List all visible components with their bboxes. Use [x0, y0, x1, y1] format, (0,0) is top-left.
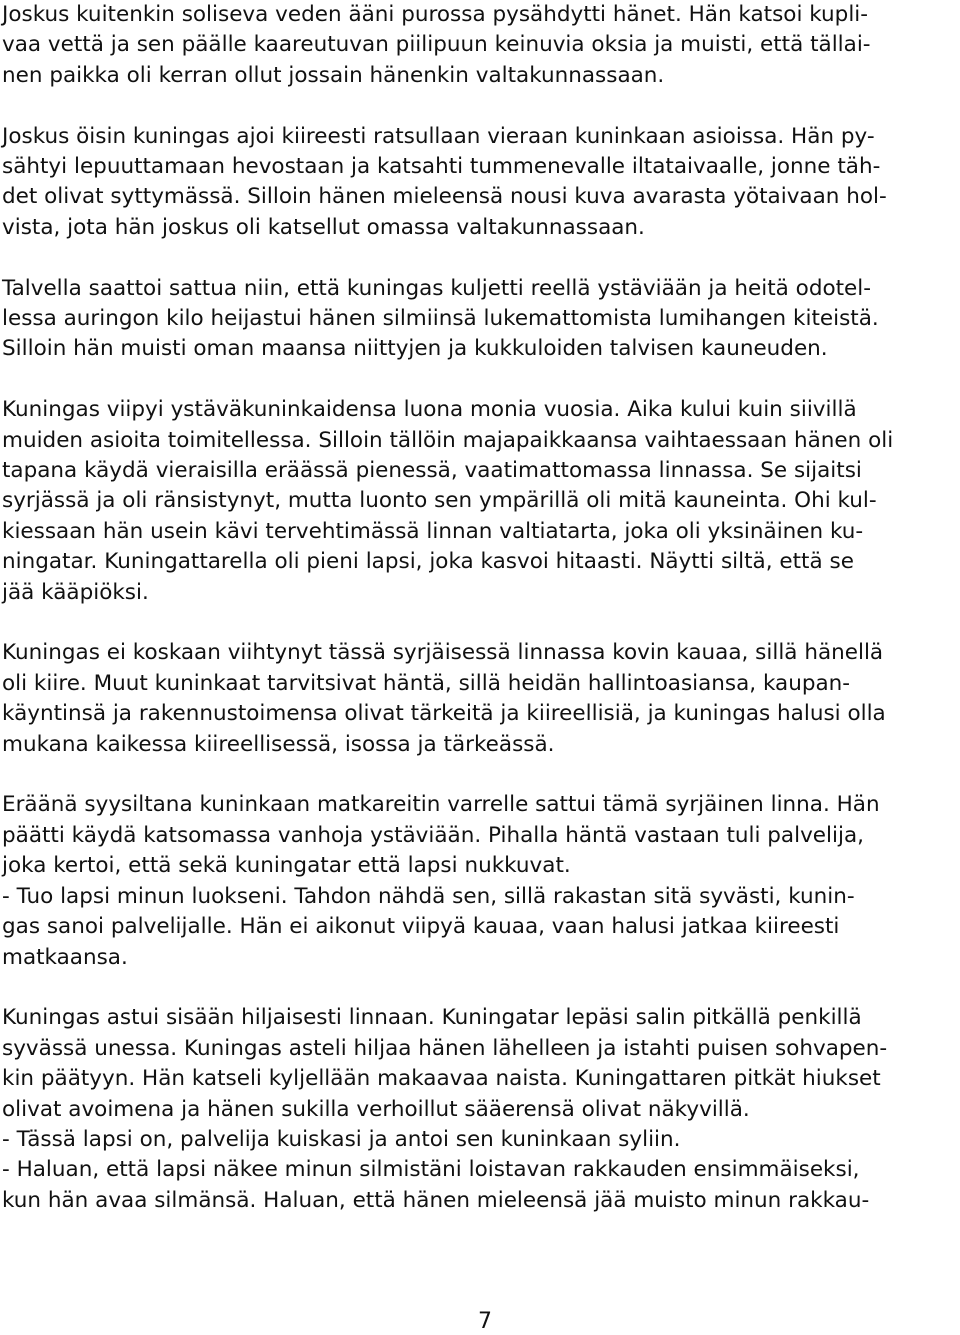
paragraph-1	[2, 0, 956, 91]
text-line: tapana käydä vieraisilla eräässä pienessä, vaatimattomassa linnassa. Se sijaitsi	[2, 458, 862, 484]
text-line: kun hän avaa silmänsä. Haluan, että hänen mieleensä jää muisto minun rakkau-	[2, 1187, 870, 1213]
text-line: vista, jota hän joskus oli katsellut omassa valtakunnassaan.	[2, 214, 645, 240]
text-line: kiessaan hän usein kävi tervehtimässä linnan valtiatarta, joka oli yksinäinen ku-	[2, 518, 864, 544]
text-line: syvässä unessa. Kuningas asteli hiljaa hänen lähelleen ja istahti puisen sohvapen-	[2, 1035, 888, 1061]
text-line: sähtyi lepuuttamaan hevostaan ja katsahti tummenevalle iltataivaalle, jonne täh-	[2, 154, 881, 180]
text-line: joka kertoi, että sekä kuningatar että lapsi nukkuvat.	[2, 853, 571, 879]
text-line: Joskus kuitenkin soliseva veden ääni purossa pysähdytti hänet. Hän katsoi kupli-	[2, 2, 869, 27]
text-line: vaa vettä ja sen päälle kaareutuvan piilipuun keinuvia oksia ja muisti, että tällai-	[2, 32, 871, 58]
text-line: Joskus öisin kuningas ajoi kiireesti ratsullaan vieraan kuninkaan asioissa. Hän py-	[2, 123, 875, 149]
text-line: Kuningas ei koskaan viihtynyt tässä syrjäisessä linnassa kovin kauaa, sillä hänellä	[2, 640, 884, 666]
document-page	[2, 0, 956, 1216]
paragraph-3	[2, 274, 956, 365]
text-line: muiden asioita toimitellessa. Silloin tällöin majapaikkaansa vaihtaessaan hänen oli	[2, 427, 894, 453]
text-line: nen paikka oli kerran ollut jossain hänenkin valtakunnassaan.	[2, 62, 665, 88]
text-line: Eräänä syysiltana kuninkaan matkareitin varrelle sattui tämä syrjäinen linna. Hän	[2, 792, 880, 818]
paragraph-2	[2, 122, 956, 244]
text-line: Kuningas viipyi ystäväkuninkaidensa luona monia vuosia. Aika kului kuin siivillä	[2, 397, 857, 423]
paragraph-5	[2, 638, 956, 760]
text-line: Silloin hän muisti oman maansa niittyjen ja kukkuloiden talvisen kauneuden.	[2, 336, 828, 362]
text-line: kin päätyyn. Hän katseli kyljellään makaavaa naista. Kuningattaren pitkät hiukset	[2, 1066, 881, 1092]
paragraph-4	[2, 395, 956, 608]
text-line: matkaansa.	[2, 944, 128, 970]
text-line: olivat avoimena ja hänen sukilla verhoillut sääerensä olivat näkyvillä.	[2, 1096, 750, 1122]
text-line: syrjässä ja oli ränsistynyt, mutta luonto sen ympärillä oli mitä kauneinta. Ohi kul-	[2, 488, 877, 514]
text-line: lessa auringon kilo heijastui hänen silmiinsä lukemattomista lumihangen kiteistä.	[2, 306, 879, 332]
text-line: Kuningas astui sisään hiljaisesti linnaan. Kuningatar lepäsi salin pitkällä penkillä	[2, 1005, 862, 1031]
text-line: - Tuo lapsi minun luokseni. Tahdon nähdä sen, sillä rakastan sitä syvästi, kunin-	[2, 883, 855, 909]
text-line: Talvella saattoi sattua niin, että kuningas kuljetti reellä ystäviään ja heitä odotel-	[2, 275, 872, 301]
text-line: - Tässä lapsi on, palvelija kuiskasi ja antoi sen kuninkaan syliin.	[2, 1126, 681, 1152]
text-line: ningatar. Kuningattarella oli pieni lapsi, joka kasvoi hitaasti. Näytti siltä, että se	[2, 549, 854, 575]
paragraph-7	[2, 1003, 956, 1216]
paragraph-6	[2, 790, 956, 972]
text-line: päätti käydä katsomassa vanhoja ystäviään. Pihalla häntä vastaan tuli palvelija,	[2, 822, 864, 848]
text-line: - Haluan, että lapsi näkee minun silmistäni loistavan rakkauden ensimmäiseksi,	[2, 1157, 860, 1183]
text-line: jää kääpiöksi.	[2, 579, 149, 605]
text-line: käyntinsä ja rakennustoimensa olivat tärkeitä ja kiireellisiä, ja kuningas halusi olla	[2, 701, 886, 727]
page-number: 7	[478, 1309, 492, 1334]
text-line: mukana kaikessa kiireellisessä, isossa ja tärkeässä.	[2, 731, 555, 757]
text-line: gas sanoi palvelijalle. Hän ei aikonut viipyä kauaa, vaan halusi jatkaa kiireesti	[2, 914, 840, 940]
text-line: oli kiire. Muut kuninkaat tarvitsivat häntä, sillä heidän hallintoasiansa, kaupan-	[2, 670, 851, 696]
text-line: det olivat syttymässä. Silloin hänen mieleensä nousi kuva avarasta yötaivaan hol-	[2, 184, 887, 210]
